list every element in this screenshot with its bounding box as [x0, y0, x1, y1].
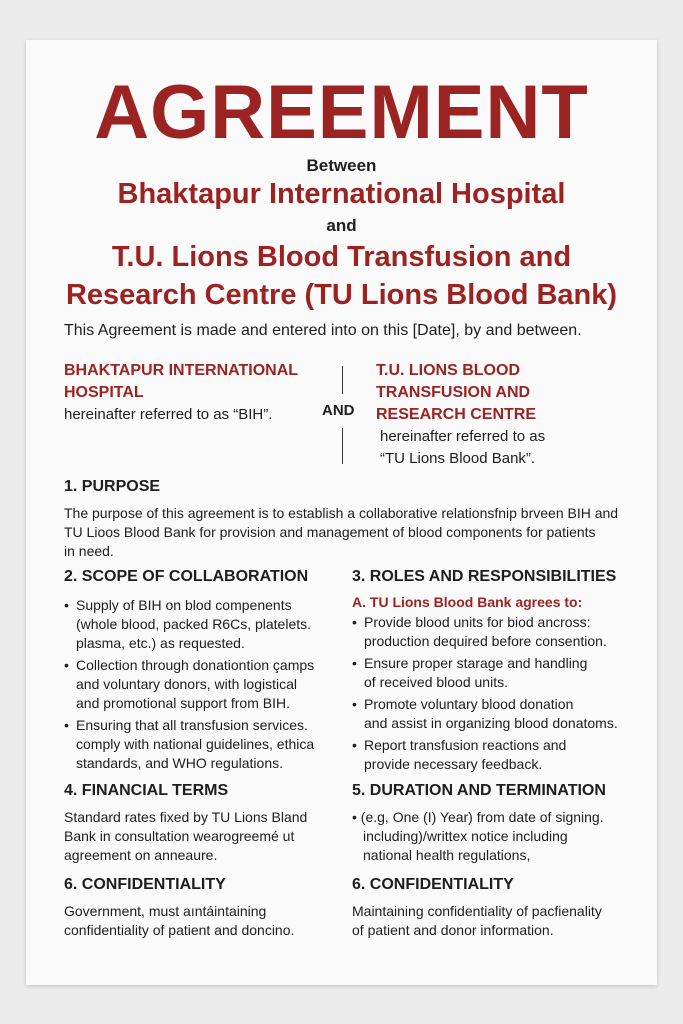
- roles-heading: 3. ROLES AND RESPONSIBILITIES: [352, 568, 617, 585]
- list-item: [352, 695, 637, 733]
- roles-list: [352, 613, 637, 777]
- confidentiality-right-text: [352, 902, 642, 940]
- list-item-line: • Supply of BIH on blod compenents: [76, 597, 292, 613]
- financial-line: agreement on anneaure.: [64, 847, 218, 863]
- purpose-heading: 1. PURPOSE: [64, 478, 161, 495]
- list-item-line: and promotional support from BIH.: [76, 695, 290, 711]
- purpose-line: The purpose of this agreement is to establish a collaborative relationsfnip brveen BIH and: [64, 505, 619, 521]
- list-item: [352, 736, 637, 774]
- duration-heading: 5. DURATION AND TERMINATION: [352, 782, 606, 799]
- between-label: Between: [306, 156, 377, 175]
- divider-top: [342, 366, 343, 394]
- duration-line: • (e.g, One (I) Year) from date of signing.: [352, 809, 604, 825]
- list-item-line: • Promote voluntary blood donation: [364, 696, 574, 712]
- list-item-line: and voluntary donors, with logistical: [76, 676, 298, 692]
- roles-subheading: A. TU Lions Blood Bank agrees to:: [352, 594, 583, 610]
- party-b-full-name-line2: Research Centre (TU Lions Blood Bank): [65, 279, 618, 311]
- list-item-line: • Collection through donationtion çamps: [76, 657, 315, 673]
- confidentiality-line: confidentiality of patient and doncino.: [64, 922, 295, 938]
- party-a-full-name: Bhaktapur International Hospital: [117, 178, 566, 210]
- confidentiality-line: Government, must aıntáintaining: [64, 903, 267, 919]
- party-b-full-name-line1: T.U. Lions Blood Transfusion and: [111, 241, 572, 273]
- and-label: and: [326, 216, 357, 235]
- duration-line: including)/writtex notice including: [363, 828, 568, 844]
- financial-line: Standard rates fixed by TU Lions Bland: [64, 809, 308, 825]
- party-b-full-name: [26, 238, 657, 314]
- list-item-line: plasma, etc.) as requested.: [76, 635, 245, 651]
- party-b-name-line3: RESEARCH CENTRE: [376, 406, 537, 423]
- list-item-line: • Report transfusion reactions and: [364, 737, 567, 753]
- list-item: [64, 596, 344, 653]
- party-a-name-line2: HOSPITAL: [64, 384, 144, 401]
- purpose-text: [64, 504, 634, 561]
- confidentiality-line: Maintaining confidentiality of pacfienality: [352, 903, 602, 919]
- confidentiality-right-heading: 6. CONFIDENTIALITY: [352, 876, 514, 893]
- and-middle-label: AND: [322, 402, 355, 419]
- confidentiality-line: of patient and donor information.: [352, 922, 554, 938]
- party-a-name-line1: BHAKTAPUR INTERNATIONAL: [64, 362, 299, 379]
- financial-line: Bank in consultation wearogreemé ut: [64, 828, 295, 844]
- duration-line: national health regulations,: [363, 847, 531, 863]
- party-b-block: [376, 360, 606, 470]
- list-item-line: production dequired before consention.: [364, 633, 607, 649]
- scope-list: [64, 596, 344, 776]
- divider-bottom: [342, 428, 343, 464]
- party-a-referred: hereinafter referred to as “BIH”.: [64, 406, 273, 423]
- intro-sentence: This Agreement is made and entered into on this [Date], by and between.: [64, 322, 582, 339]
- party-b-name-line2: TRANSFUSION AND: [376, 384, 531, 401]
- document-title: AGREEMENT: [94, 70, 589, 155]
- party-b-referred-line1: hereinafter referred to as: [380, 428, 546, 445]
- list-item-line: • Provide blood units for biod ancross:: [364, 614, 591, 630]
- list-item-line: (whole blood, packed R6Cs, platelets.: [76, 616, 312, 632]
- list-item-line: • Ensure proper starage and handling: [364, 655, 588, 671]
- list-item: [352, 654, 637, 692]
- list-item: [352, 613, 637, 651]
- purpose-line: in need.: [64, 543, 114, 559]
- financial-heading: 4. FINANCIAL TERMS: [64, 782, 229, 799]
- list-item-line: standards, and WHO regulations.: [76, 755, 283, 771]
- list-item-line: and assist in organizing blood donatoms.: [364, 715, 618, 731]
- party-b-referred-line2: “TU Lions Blood Bank”.: [380, 450, 536, 467]
- list-item-line: comply with national guidelines, ethica: [76, 736, 315, 752]
- duration-text: [352, 808, 637, 865]
- list-item-line: • Ensuring that all transfusion services.: [76, 717, 308, 733]
- list-item-line: of received blood units.: [364, 674, 508, 690]
- agreement-document: [26, 40, 657, 985]
- party-b-name-line1: T.U. LIONS BLOOD: [376, 362, 520, 379]
- party-a-block: [64, 360, 319, 426]
- purpose-line: TU Lioos Blood Bank for provision and management of blood components for patients: [64, 524, 596, 540]
- confidentiality-left-text: [64, 902, 339, 940]
- confidentiality-left-heading: 6. CONFIDENTIALITY: [64, 876, 226, 893]
- scope-heading: 2. SCOPE OF COLLABORATION: [64, 568, 309, 585]
- financial-text: [64, 808, 334, 865]
- list-item-line: provide necessary feedback.: [364, 756, 543, 772]
- list-item: [64, 656, 344, 713]
- list-item: [64, 716, 344, 773]
